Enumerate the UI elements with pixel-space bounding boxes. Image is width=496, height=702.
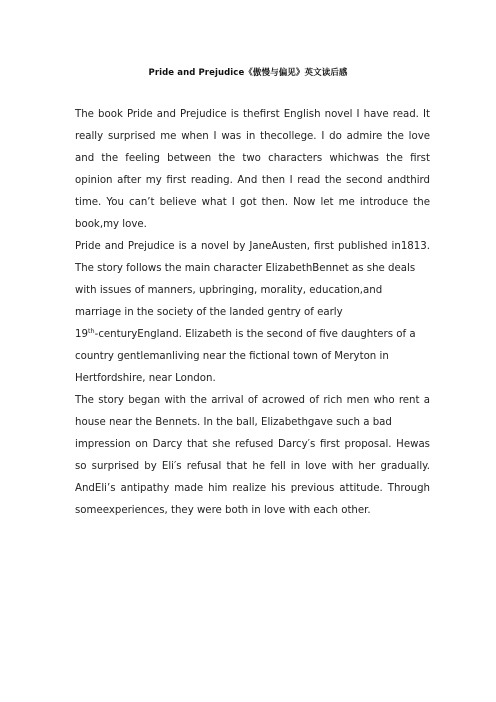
text-line: opinion after my first reading. And then I read the second andthird <box>75 175 430 186</box>
text-line: Pride and Prejudice is a novel by JaneAusten, first published in1813. <box>75 241 430 252</box>
text-line: country gentlemanliving near the fictional town of Meryton in <box>75 351 389 362</box>
text-line: and the feeling between the two characters whichwas the first <box>75 153 430 164</box>
text-line: The story began with the arrival of acrowed of rich men who rent a <box>75 395 430 406</box>
text-line <box>75 324 430 346</box>
text-line: with issues of manners, upbringing, morality, education,and <box>75 285 383 296</box>
text-line: impression on Darcy that she refused Darcy′s first proposal. Hewas <box>75 439 430 450</box>
text-line: marriage in the society of the landed gentry of early <box>75 307 343 318</box>
ordinal-number: 19 <box>75 329 88 340</box>
text-line: really surprised me when I was in thecollege. I do admire the love <box>75 131 430 142</box>
document-title: Pride and Prejudice《傲慢与偏见》英文读后感 <box>148 68 348 78</box>
text-line: The story follows the main character ElizabethBennet as she deals <box>75 263 416 274</box>
text-line: AndEli’s antipathy made him realize his previous attitude. Through <box>75 483 430 494</box>
document-body <box>75 104 430 522</box>
text-line: Hertfordshire, near London. <box>75 373 216 384</box>
text-line: time. You can’t believe what I got then. Now let me introduce the <box>75 197 430 208</box>
line-continuation: -centuryEngland. Elizabeth is the second of five daughters of a <box>94 329 416 340</box>
text-line: someexperiences, they were both in love with each other. <box>75 505 371 516</box>
text-line: The book Pride and Prejudice is thefirst English novel I have read. It <box>75 109 430 120</box>
ordinal-suffix: th <box>87 327 95 335</box>
text-line: book,my love. <box>75 219 147 230</box>
text-line: so surprised by Eli′s refusal that he fell in love with her gradually. <box>75 461 430 472</box>
text-line: house near the Bennets. In the ball, Elizabethgave such a bad <box>75 417 392 428</box>
